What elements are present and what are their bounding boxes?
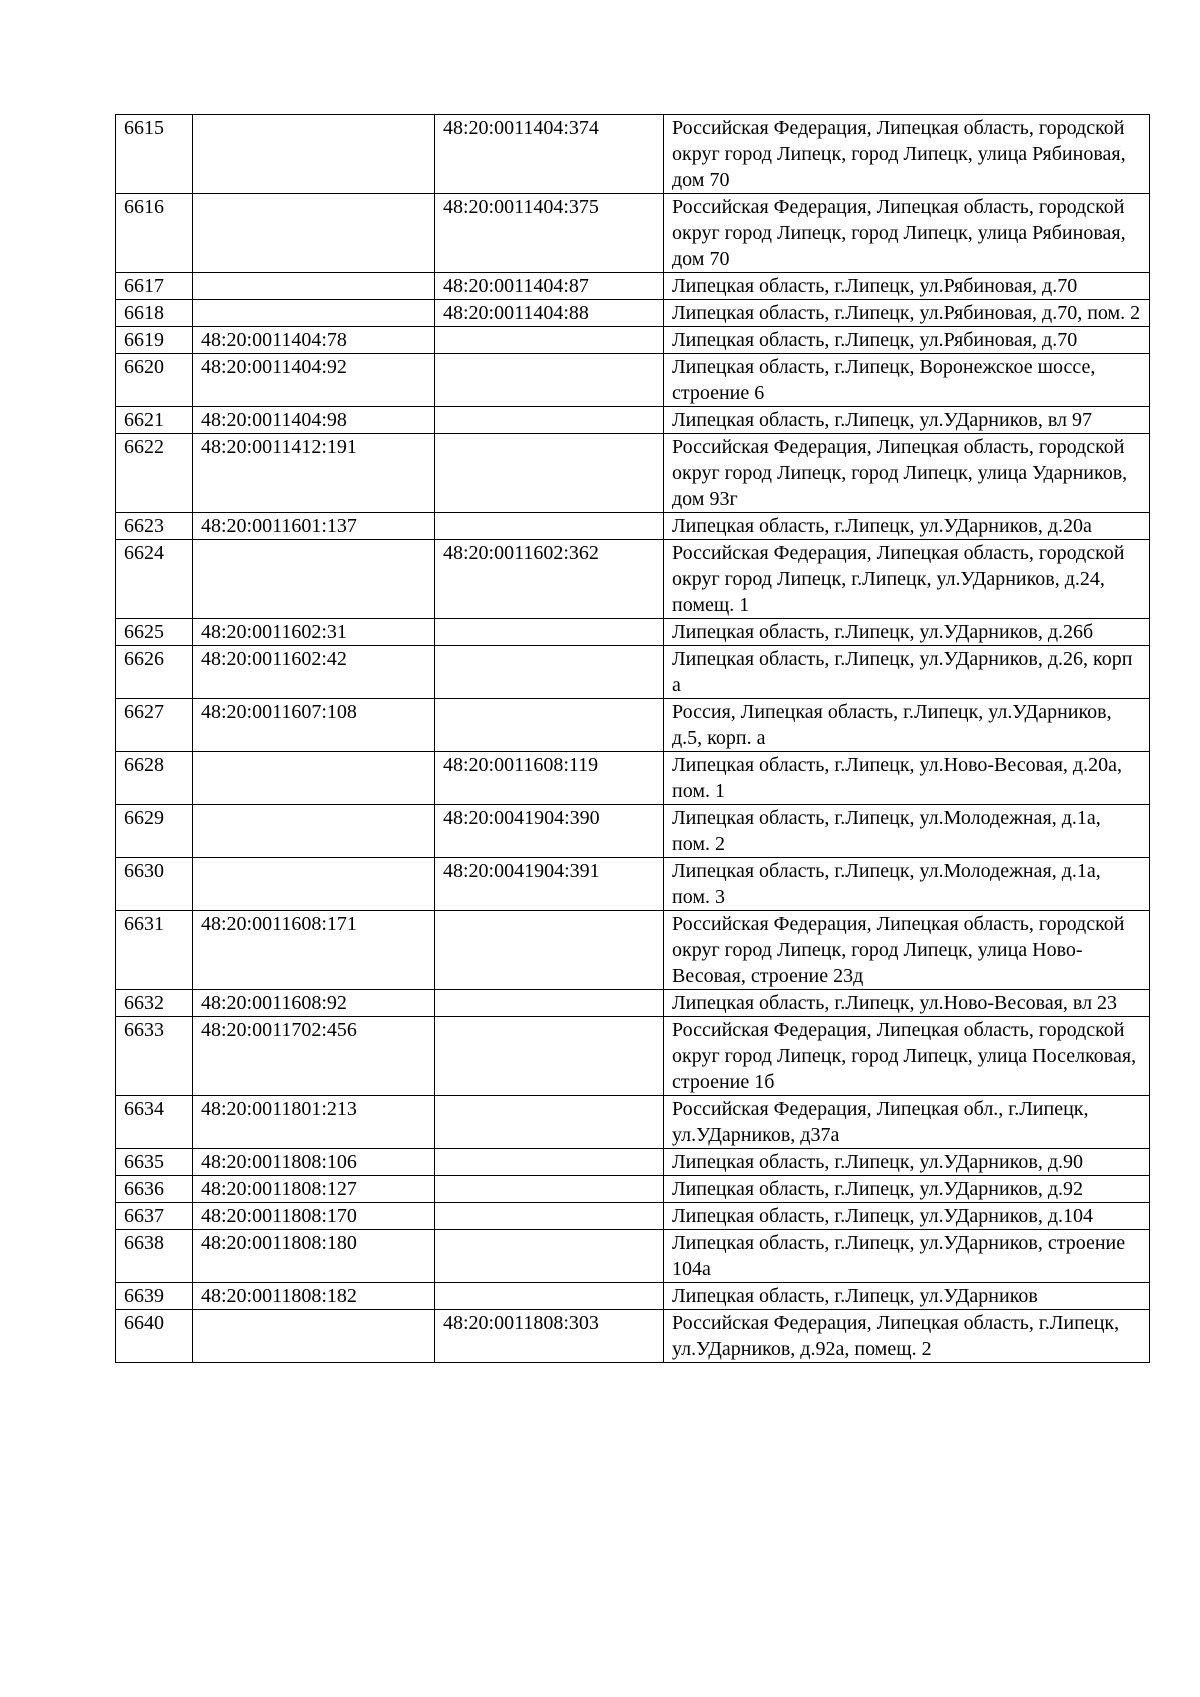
table-row: [116, 115, 1150, 194]
address-cell: Липецкая область, г.Липецк, ул.УДарников, д.92: [664, 1176, 1150, 1203]
object-cadastral-number-cell: [435, 1176, 664, 1203]
table-row: [116, 619, 1150, 646]
row-number-cell: 6622: [116, 434, 193, 513]
object-cadastral-number-cell: 48:20:0011404:374: [435, 115, 664, 194]
table-row: [116, 407, 1150, 434]
land-cadastral-number-cell: 48:20:0011602:42: [193, 646, 435, 699]
address-cell: Российская Федерация, Липецкая область, городской округ город Липецк, город Липецк, улица Поселковая, строение 1б: [664, 1017, 1150, 1096]
land-cadastral-number-cell: 48:20:0011808:106: [193, 1149, 435, 1176]
land-cadastral-number-cell: 48:20:0011702:456: [193, 1017, 435, 1096]
object-cadastral-number-cell: [435, 1017, 664, 1096]
row-number-cell: 6633: [116, 1017, 193, 1096]
address-cell: Липецкая область, г.Липецк, ул.Ново-Весовая, д.20а, пом. 1: [664, 752, 1150, 805]
address-cell: Российская Федерация, Липецкая область, г.Липецк, ул.УДарников, д.92а, помещ. 2: [664, 1310, 1150, 1363]
address-cell: Липецкая область, г.Липецк, ул.УДарников, строение 104а: [664, 1230, 1150, 1283]
land-cadastral-number-cell: [193, 115, 435, 194]
table-row: [116, 513, 1150, 540]
row-number-cell: 6629: [116, 805, 193, 858]
row-number-cell: 6639: [116, 1283, 193, 1310]
object-cadastral-number-cell: [435, 911, 664, 990]
address-cell: Липецкая область, г.Липецк, ул.УДарников, д.104: [664, 1203, 1150, 1230]
row-number-cell: 6636: [116, 1176, 193, 1203]
land-cadastral-number-cell: 48:20:0011808:182: [193, 1283, 435, 1310]
land-cadastral-number-cell: [193, 752, 435, 805]
land-cadastral-number-cell: 48:20:0011412:191: [193, 434, 435, 513]
address-cell: Липецкая область, г.Липецк, ул.УДарников, д.26б: [664, 619, 1150, 646]
object-cadastral-number-cell: [435, 327, 664, 354]
table-row: [116, 1283, 1150, 1310]
object-cadastral-number-cell: [435, 699, 664, 752]
address-cell: Липецкая область, г.Липецк, ул.Молодежная, д.1а, пом. 2: [664, 805, 1150, 858]
table-row: [116, 273, 1150, 300]
row-number-cell: 6623: [116, 513, 193, 540]
land-cadastral-number-cell: 48:20:0011404:92: [193, 354, 435, 407]
address-cell: Липецкая область, г.Липецк, ул.УДарников, д.26, корп а: [664, 646, 1150, 699]
row-number-cell: 6631: [116, 911, 193, 990]
land-cadastral-number-cell: 48:20:0011602:31: [193, 619, 435, 646]
row-number-cell: 6635: [116, 1149, 193, 1176]
row-number-cell: 6625: [116, 619, 193, 646]
row-number-cell: 6627: [116, 699, 193, 752]
land-cadastral-number-cell: [193, 1310, 435, 1363]
object-cadastral-number-cell: [435, 1149, 664, 1176]
land-cadastral-number-cell: 48:20:0011608:92: [193, 990, 435, 1017]
table-row: [116, 434, 1150, 513]
object-cadastral-number-cell: [435, 646, 664, 699]
table-row: [116, 911, 1150, 990]
table-row: [116, 990, 1150, 1017]
row-number-cell: 6626: [116, 646, 193, 699]
object-cadastral-number-cell: [435, 434, 664, 513]
table-row: [116, 1230, 1150, 1283]
address-cell: Российская Федерация, Липецкая область, городской округ город Липецк, город Липецк, улица Рябиновая, дом 70: [664, 194, 1150, 273]
object-cadastral-number-cell: 48:20:0011404:88: [435, 300, 664, 327]
object-cadastral-number-cell: [435, 619, 664, 646]
address-cell: Липецкая область, г.Липецк, ул.Рябиновая, д.70, пом. 2: [664, 300, 1150, 327]
object-cadastral-number-cell: 48:20:0011404:375: [435, 194, 664, 273]
land-cadastral-number-cell: 48:20:0011608:171: [193, 911, 435, 990]
land-cadastral-number-cell: [193, 273, 435, 300]
land-cadastral-number-cell: 48:20:0011808:170: [193, 1203, 435, 1230]
object-cadastral-number-cell: [435, 1230, 664, 1283]
address-cell: Российская Федерация, Липецкая область, городской округ город Липецк, г.Липецк, ул.УДарников, д.24, помещ. 1: [664, 540, 1150, 619]
row-number-cell: 6615: [116, 115, 193, 194]
table-row: [116, 1096, 1150, 1149]
land-cadastral-number-cell: [193, 540, 435, 619]
address-cell: Липецкая область, г.Липецк, ул.УДарников, д.90: [664, 1149, 1150, 1176]
land-cadastral-number-cell: [193, 194, 435, 273]
row-number-cell: 6634: [116, 1096, 193, 1149]
row-number-cell: 6620: [116, 354, 193, 407]
row-number-cell: 6640: [116, 1310, 193, 1363]
property-registry-table: [115, 114, 1150, 1363]
table-row: [116, 699, 1150, 752]
land-cadastral-number-cell: [193, 858, 435, 911]
object-cadastral-number-cell: [435, 1203, 664, 1230]
land-cadastral-number-cell: 48:20:0011808:127: [193, 1176, 435, 1203]
object-cadastral-number-cell: 48:20:0011404:87: [435, 273, 664, 300]
object-cadastral-number-cell: [435, 354, 664, 407]
table-row: [116, 752, 1150, 805]
land-cadastral-number-cell: [193, 805, 435, 858]
object-cadastral-number-cell: [435, 407, 664, 434]
address-cell: Российская Федерация, Липецкая область, городской округ город Липецк, город Липецк, улица Ударников, дом 93г: [664, 434, 1150, 513]
row-number-cell: 6628: [116, 752, 193, 805]
address-cell: Липецкая область, г.Липецк, ул.Рябиновая, д.70: [664, 327, 1150, 354]
land-cadastral-number-cell: 48:20:0011404:98: [193, 407, 435, 434]
address-cell: Россия, Липецкая область, г.Липецк, ул.УДарников, д.5, корп. а: [664, 699, 1150, 752]
land-cadastral-number-cell: [193, 300, 435, 327]
table-row: [116, 540, 1150, 619]
table-row: [116, 1176, 1150, 1203]
row-number-cell: 6621: [116, 407, 193, 434]
object-cadastral-number-cell: 48:20:0011608:119: [435, 752, 664, 805]
address-cell: Липецкая область, г.Липецк, ул.УДарников, вл 97: [664, 407, 1150, 434]
table-row: [116, 1017, 1150, 1096]
address-cell: Липецкая область, г.Липецк, ул.Рябиновая, д.70: [664, 273, 1150, 300]
registry-table-body: [116, 115, 1150, 1363]
table-row: [116, 646, 1150, 699]
address-cell: Липецкая область, г.Липецк, ул.Молодежная, д.1а, пом. 3: [664, 858, 1150, 911]
object-cadastral-number-cell: 48:20:0011808:303: [435, 1310, 664, 1363]
object-cadastral-number-cell: 48:20:0041904:390: [435, 805, 664, 858]
address-cell: Липецкая область, г.Липецк, ул.УДарников, д.20а: [664, 513, 1150, 540]
table-row: [116, 194, 1150, 273]
object-cadastral-number-cell: 48:20:0011602:362: [435, 540, 664, 619]
table-row: [116, 1149, 1150, 1176]
address-cell: Липецкая область, г.Липецк, ул.Ново-Весовая, вл 23: [664, 990, 1150, 1017]
address-cell: Российская Федерация, Липецкая область, городской округ город Липецк, город Липецк, улица Рябиновая, дом 70: [664, 115, 1150, 194]
table-row: [116, 858, 1150, 911]
row-number-cell: 6624: [116, 540, 193, 619]
land-cadastral-number-cell: 48:20:0011601:137: [193, 513, 435, 540]
row-number-cell: 6619: [116, 327, 193, 354]
address-cell: Российская Федерация, Липецкая обл., г.Липецк, ул.УДарников, д37а: [664, 1096, 1150, 1149]
object-cadastral-number-cell: [435, 513, 664, 540]
address-cell: Липецкая область, г.Липецк, Воронежское шоссе, строение 6: [664, 354, 1150, 407]
row-number-cell: 6618: [116, 300, 193, 327]
table-row: [116, 805, 1150, 858]
row-number-cell: 6637: [116, 1203, 193, 1230]
table-row: [116, 300, 1150, 327]
land-cadastral-number-cell: 48:20:0011801:213: [193, 1096, 435, 1149]
land-cadastral-number-cell: 48:20:0011607:108: [193, 699, 435, 752]
table-row: [116, 354, 1150, 407]
object-cadastral-number-cell: [435, 1283, 664, 1310]
row-number-cell: 6632: [116, 990, 193, 1017]
table-row: [116, 327, 1150, 354]
land-cadastral-number-cell: 48:20:0011808:180: [193, 1230, 435, 1283]
object-cadastral-number-cell: 48:20:0041904:391: [435, 858, 664, 911]
object-cadastral-number-cell: [435, 1096, 664, 1149]
table-row: [116, 1203, 1150, 1230]
row-number-cell: 6617: [116, 273, 193, 300]
row-number-cell: 6616: [116, 194, 193, 273]
object-cadastral-number-cell: [435, 990, 664, 1017]
table-row: [116, 1310, 1150, 1363]
address-cell: Липецкая область, г.Липецк, ул.УДарников: [664, 1283, 1150, 1310]
row-number-cell: 6630: [116, 858, 193, 911]
land-cadastral-number-cell: 48:20:0011404:78: [193, 327, 435, 354]
address-cell: Российская Федерация, Липецкая область, городской округ город Липецк, город Липецк, улица Ново-Весовая, строение 23д: [664, 911, 1150, 990]
row-number-cell: 6638: [116, 1230, 193, 1283]
